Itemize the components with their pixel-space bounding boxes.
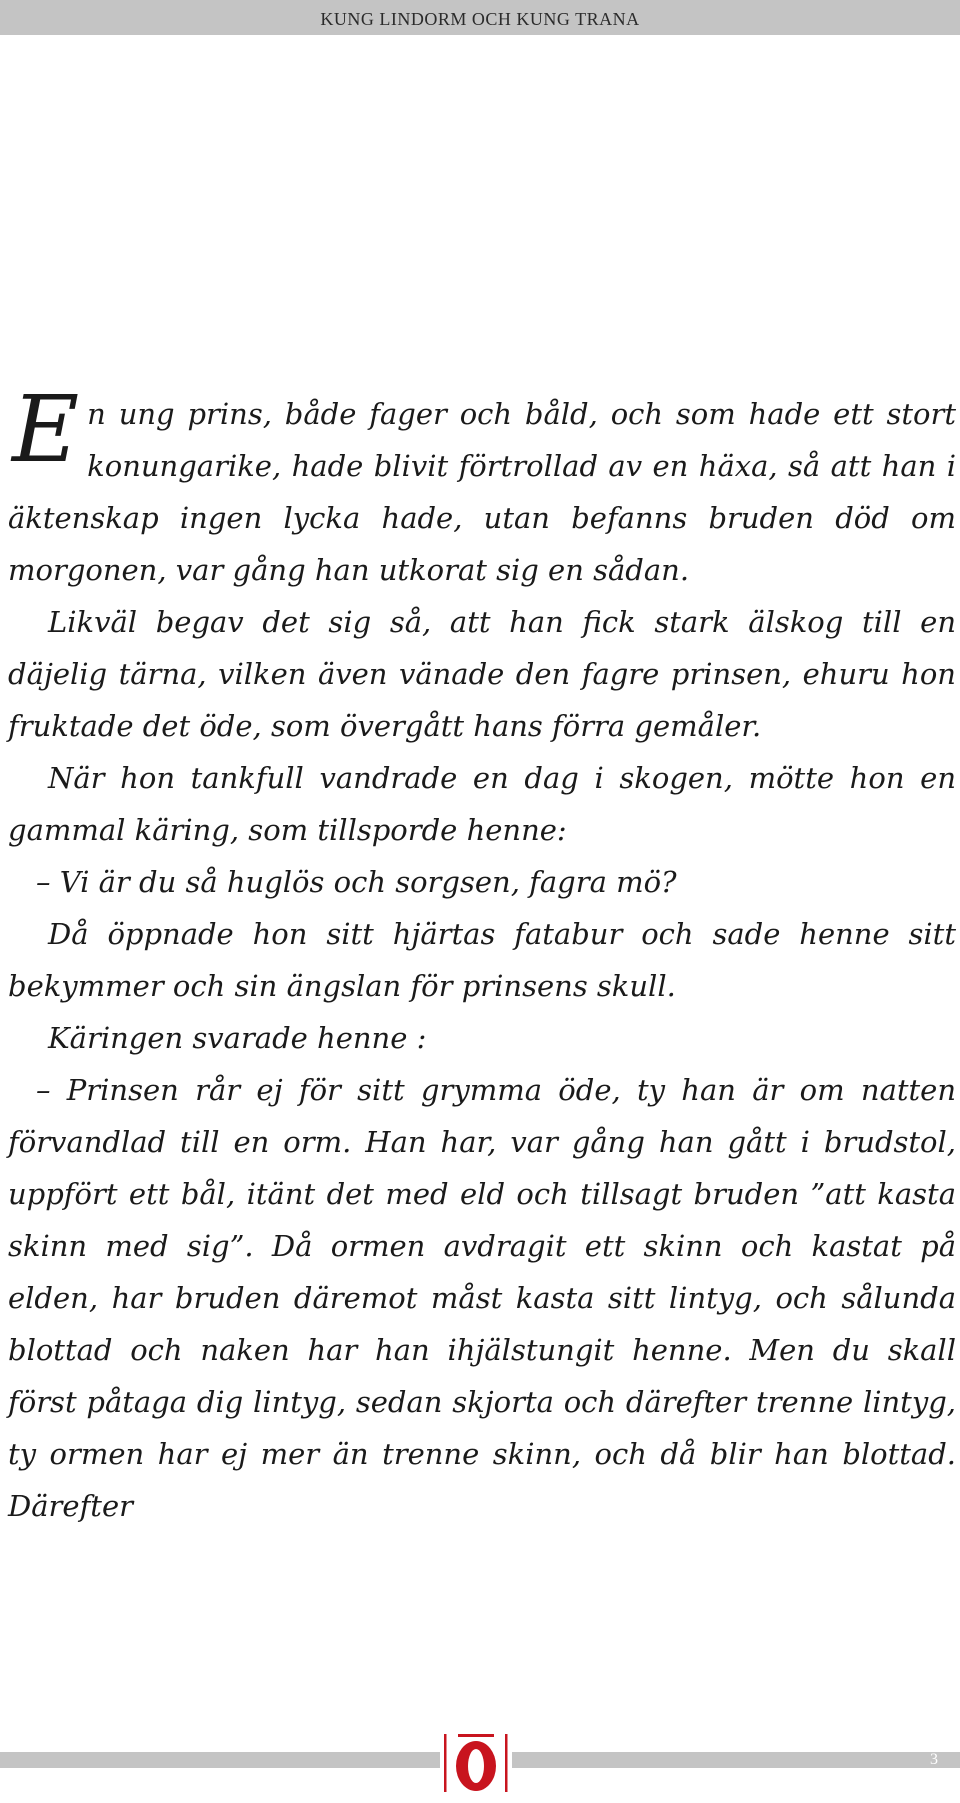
paragraph: En ung prins, både fager och båld, och som hade ett stort konungarike, hade blivit förtrollad av en häxa, så att han i äktenskap ingen lycka hade, utan befanns bruden död om morgonen, var gång han utkorat sig en sådan. [8,376,956,587]
dialogue-line: – Vi är du så huglös och sorgsen, fagra mö? [36,865,677,899]
paragraph: Likväl begav det sig så, att han fick stark älskog till en däjelig tärna, vilken även vänade den fagre prinsen, ehuru hon fruktade det öde, som övergått hans förra gemåler. [8,605,956,743]
page-number: 3 [930,1751,938,1768]
logo-o-icon [440,1732,512,1794]
paragraph: När hon tankfull vandrade en dag i skogen, mötte hon en gammal käring, som tillsporde henne: [8,761,956,847]
paragraph: Då öppnade hon sitt hjärtas fatabur och sade henne sitt bekymmer och sin ängslan för prinsens skull. [8,917,956,1003]
publisher-logo [440,1732,512,1794]
dialogue-line: – Prinsen rår ej för sitt grymma öde, ty han är om natten förvandlad till en orm. Han har, var gång han gått i brudstol, uppfört ett bål, itänt det med eld och tillsagt bruden ”att kasta skinn med sig”. Då ormen avdragit ett skinn och kastat på elden, har bruden däremot måst kasta sitt lintyg, och sålunda blottad och naken har han ihjälstungit henne. Men du skall först påtaga dig lintyg, sedan skjorta och därefter trenne lintyg, ty ormen har ej mer än trenne skinn, och då blir han blottad. Därefter [8,1073,956,1523]
running-header: KUNG LINDORM OCH KUNG TRANA [320,9,640,29]
paragraph: Käringen svarade henne : [48,1021,427,1055]
body-text [8,376,956,1532]
drop-cap: E [12,376,80,483]
